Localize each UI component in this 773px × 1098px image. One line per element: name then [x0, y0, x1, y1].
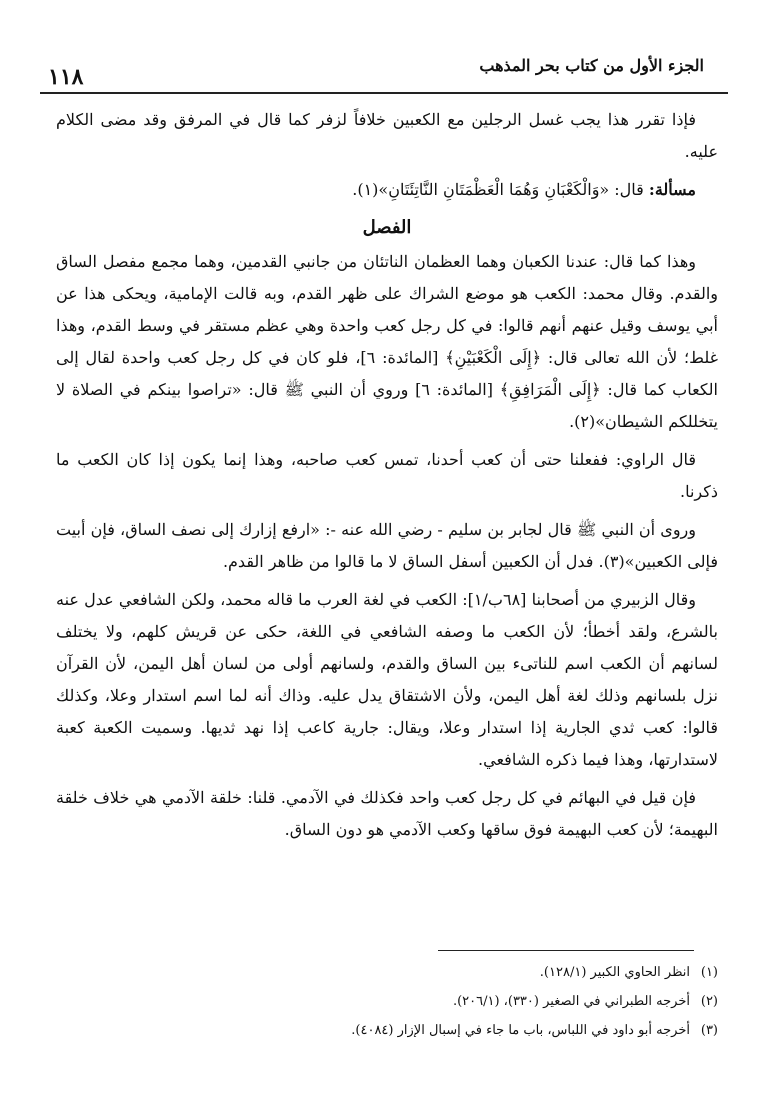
footnote	[56, 958, 718, 987]
masala-line	[56, 174, 718, 206]
masala-label: مسألة:	[648, 180, 696, 199]
paragraph-5: وقال الزبيري من أصحابنا [٦٨ب/١]: الكعب في لغة العرب ما قاله محمد، ولكن الشافعي عدل عنه بالشرع، ولقد أخطأ؛ لأن الكعب ما وصفه الشافعي في اللغة، حكى عن قريش كلهم، ولا يختلف لسانهم أن الكعب اسم للناتىء بين الساق والقدم، ولسانهم أولى من لسان أهل اليمن، لأن القرآن نزل بلسانهم وذلك لغة أهل اليمن، ولأن الاشتقاق يدل عليه. وذاك أنه لما اسم استدار وعلا، وكذلك قالوا: كعب ثدي الجارية إذا استدار وعلا، ويقال: جارية كاعب إذا نهد ثديها. وسميت الكعبة كعبة لاستدارتها، وهذا فيما ذكره الشافعي.	[56, 590, 718, 769]
footnote-text: انظر الحاوي الكبير (١٢٨/١).	[539, 965, 690, 980]
paragraph-6: فإن قيل في البهائم في كل رجل كعب واحد فكذلك في الآدمي. قلنا: خلقة الآدمي هي خلاف خلقة البهيمة؛ لأن كعب البهيمة فوق ساقها وكعب الآدمي هو دون الساق.	[56, 788, 718, 839]
footnote-number: (٣)	[700, 1023, 718, 1038]
main-text	[56, 104, 718, 852]
footnote-divider	[438, 950, 694, 951]
section-heading: الفصل	[362, 217, 412, 238]
footnote	[56, 1016, 718, 1045]
footnote-number: (١)	[700, 965, 718, 980]
footnotes	[56, 958, 718, 1045]
paragraph-1: فإذا تقرر هذا يجب غسل الرجلين مع الكعبين خلافاً لزفر كما قال في المرفق وقد مضى الكلام عليه.	[56, 110, 718, 161]
page-number: ١١٨	[48, 64, 84, 90]
paragraph-2: وهذا كما قال: عندنا الكعبان وهما العظمان الناتئان من جانبي القدمين، وهما مجمع مفصل الساق والقدم. وقال محمد: الكعب هو موضع الشراك على ظهر القدم، وبه قالت الإمامية، ويحكى هذا عن أبي يوسف وقيل عنهم أنهم قالوا: في كل رجل كعب واحدة وهي عظم مستقر في وسط القدم، وهذا غلط؛ لأن الله تعالى قال: ﴿إِلَى الْكَعْبَيْنِ﴾ [المائدة: ٦]، فلو كان في كل رجل كعب واحدة لقال إلى الكعاب كما قال: ﴿إِلَى الْمَرَافِقِ﴾ [المائدة: ٦] وروي أن النبي ﷺ قال: «تراصوا بينكم في الصلاة لا يتخللكم الشيطان»(٢).	[56, 252, 718, 431]
footnote	[56, 987, 718, 1016]
paragraph-4: وروى أن النبي ﷺ قال لجابر بن سليم - رضي الله عنه -: «ارفع إزارك إلى نصف الساق، فإن أبيت فإلى الكعبين»(٣). فدل أن الكعبين أسفل الساق لا ما قالوا من ظاهر القدم.	[56, 520, 718, 571]
footnote-text: أخرجه الطبراني في الصغير (٣٣٠)، (٢٠٦/١).	[452, 994, 690, 1009]
running-title: الجزء الأول من كتاب بحر المذهب	[479, 56, 704, 75]
masala-text: قال: «وَالْكَعْبَانِ وَهُمَا الْعَظْمَتَانِ النَّاتِئَتَانِ»(١).	[352, 180, 644, 199]
page-header	[40, 52, 728, 94]
footnote-text: أخرجه أبو داود في اللباس، باب ما جاء في إسبال الإزار (٤٠٨٤).	[351, 1023, 690, 1038]
paragraph-3: قال الراوي: ففعلنا حتى أن كعب أحدنا، تمس كعب صاحبه، وهذا إنما يكون إذا كان الكعب ما ذكرنا.	[56, 450, 718, 501]
footnote-number: (٢)	[700, 994, 718, 1009]
